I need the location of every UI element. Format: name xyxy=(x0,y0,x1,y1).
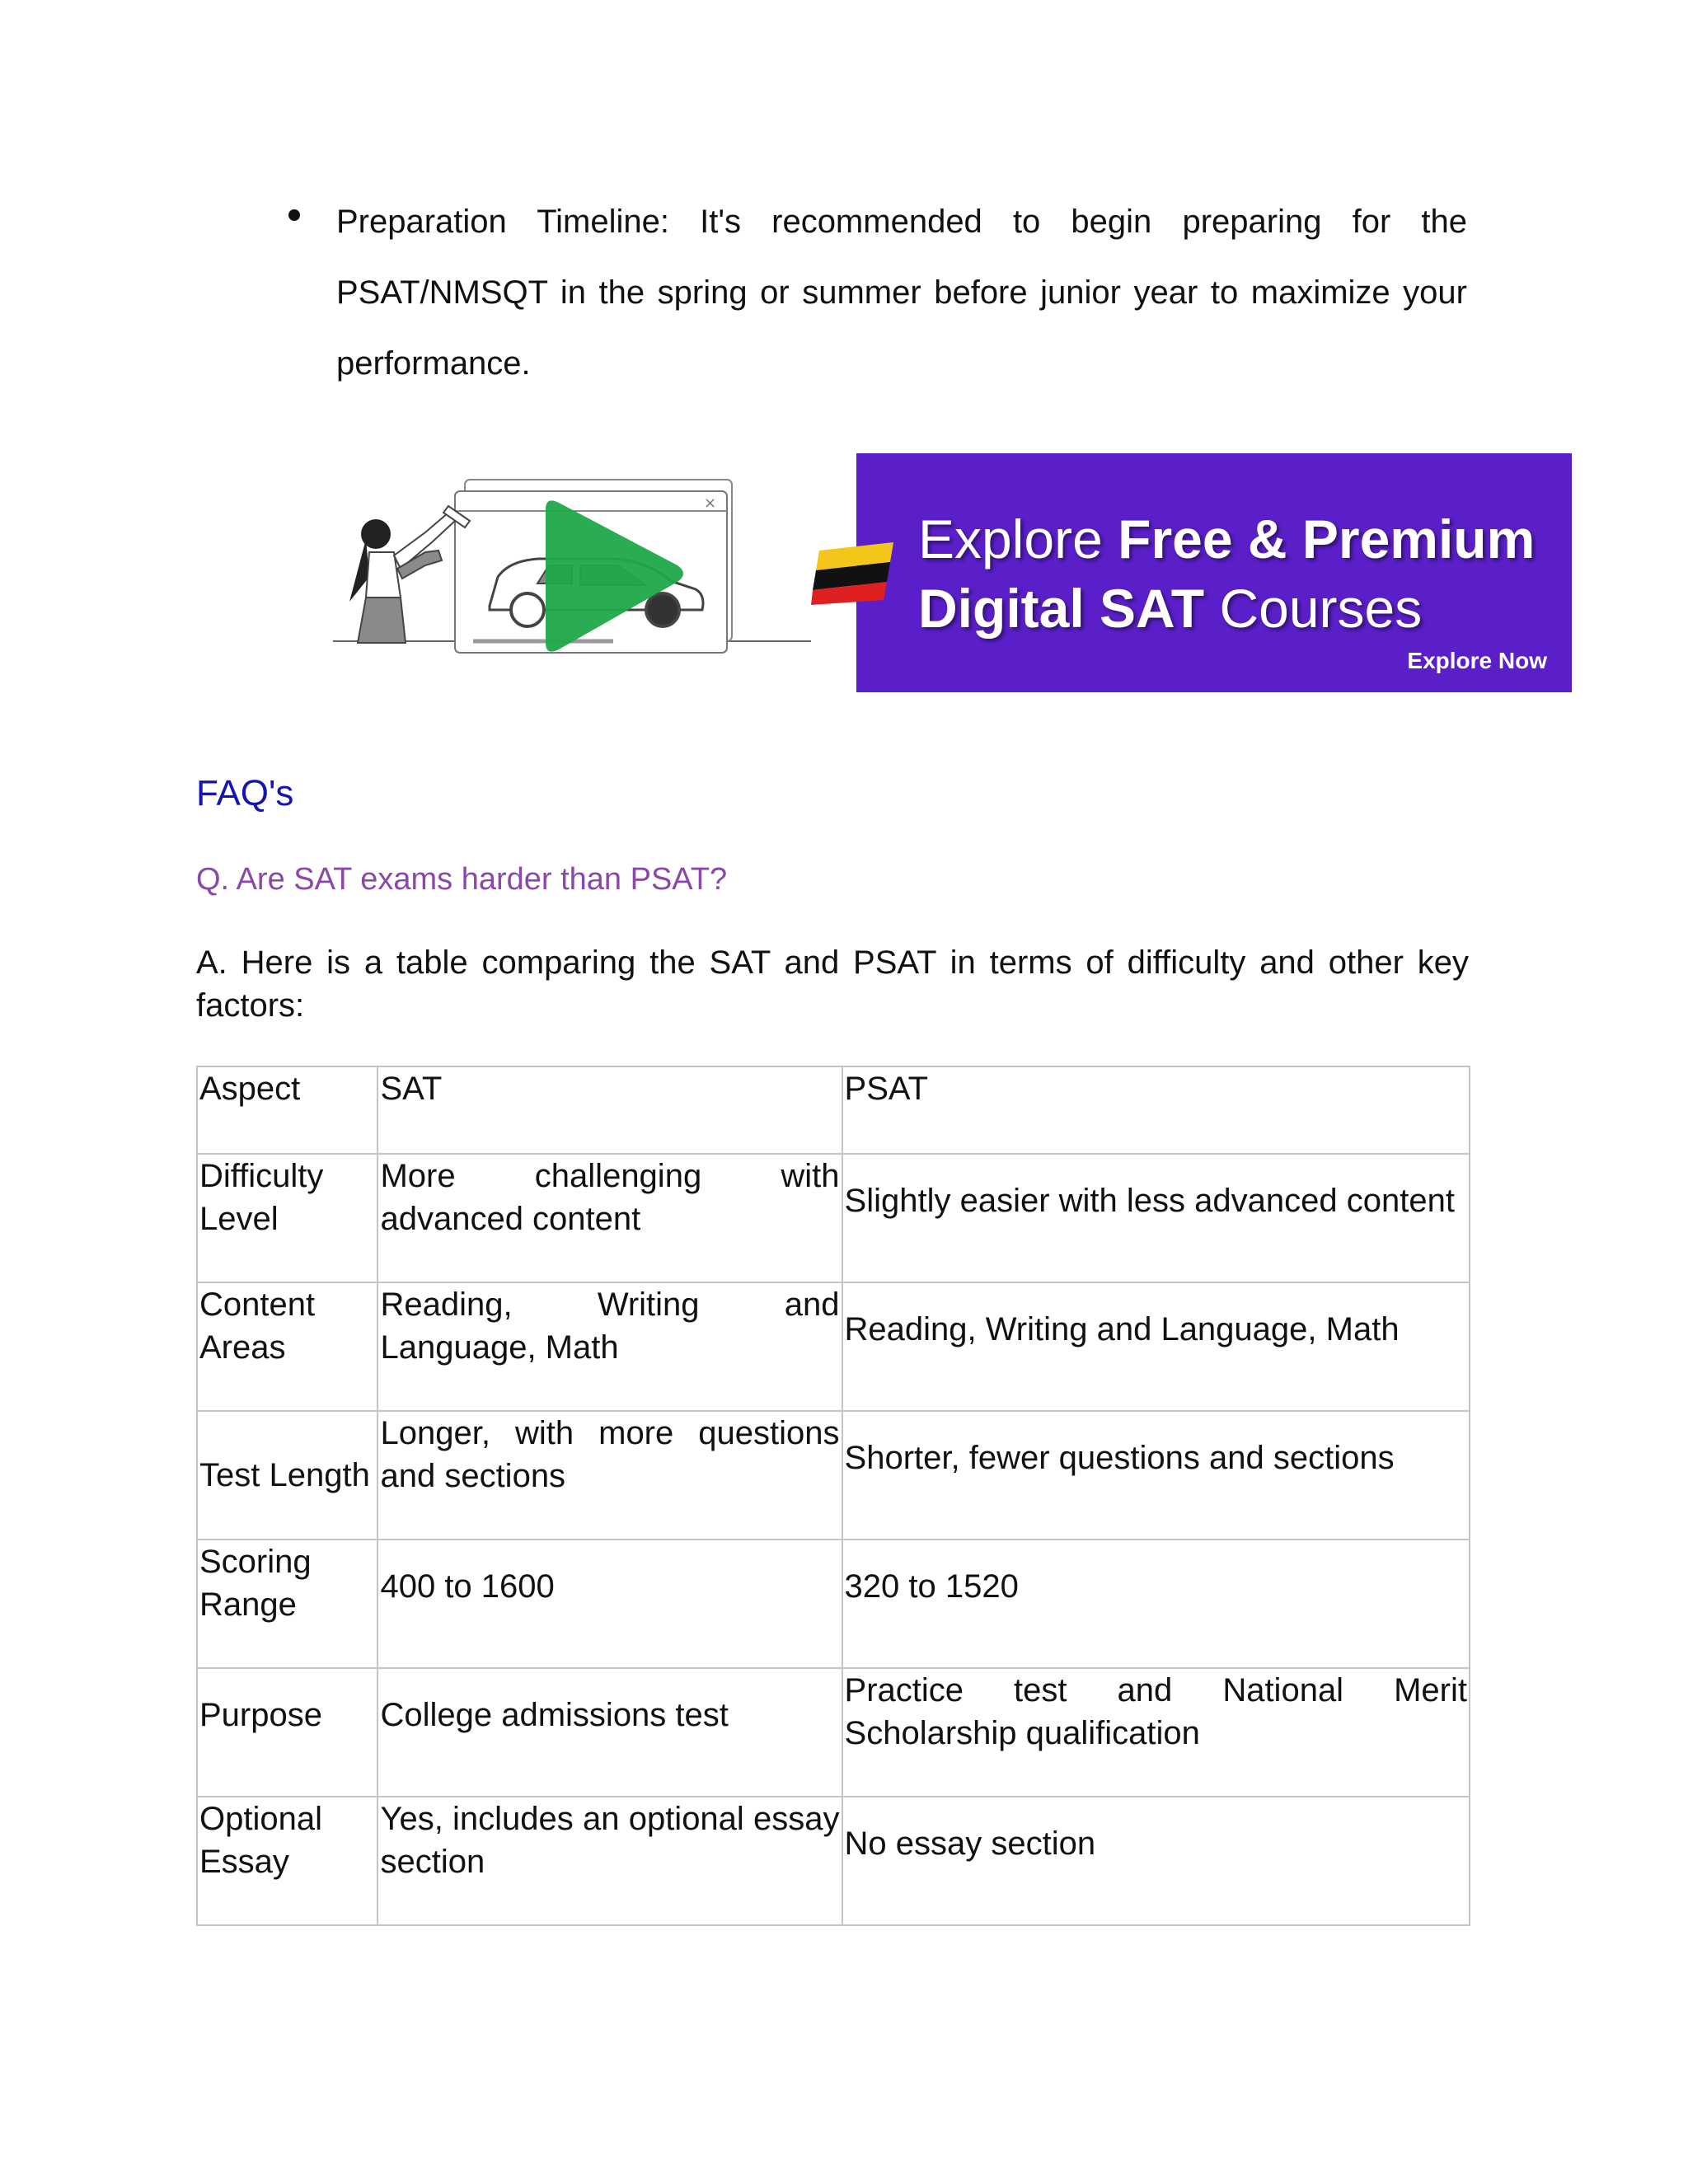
table-cell: Slightly easier with less advanced content xyxy=(842,1154,1470,1282)
faq-heading: FAQ's xyxy=(196,773,294,813)
table-cell: Difficulty Level xyxy=(197,1154,377,1282)
table-row xyxy=(197,1668,1470,1797)
flag-icon xyxy=(811,542,902,605)
table-cell: Optional Essay xyxy=(197,1797,377,1925)
table-row xyxy=(197,1411,1470,1540)
promo-banner[interactable] xyxy=(333,453,1572,694)
header-cell: PSAT xyxy=(842,1066,1470,1154)
explore-now-link[interactable]: Explore Now xyxy=(1407,648,1547,673)
bullet-text: Preparation Timeline: It's recommended to begin preparing for the PSAT/NMSQT in the spring or summer before junior year to maximize your performance. xyxy=(336,204,1467,382)
table-row xyxy=(197,1540,1470,1668)
header-cell: SAT xyxy=(377,1066,842,1154)
table-header-row xyxy=(197,1066,1470,1154)
table-cell: Yes, includes an optional essay section xyxy=(377,1797,842,1925)
table-cell: More challenging with advanced content xyxy=(377,1154,842,1282)
table-cell: 320 to 1520 xyxy=(842,1540,1470,1668)
table-cell: Reading, Writing and Language, Math xyxy=(377,1282,842,1411)
table-cell: Scoring Range xyxy=(197,1540,377,1668)
table-cell: Practice test and National Merit Scholarship qualification xyxy=(842,1668,1470,1797)
table-cell: Shorter, fewer questions and sections xyxy=(842,1411,1470,1540)
comparison-table xyxy=(196,1066,1470,1926)
svg-text:×: × xyxy=(704,494,717,512)
bullet-dot-icon xyxy=(288,209,300,221)
table-row xyxy=(197,1282,1470,1411)
video-illustration-icon xyxy=(333,453,837,694)
table-row xyxy=(197,1154,1470,1282)
ad-headline-line2: Digital SAT Courses xyxy=(918,578,1423,639)
faq-question: Q. Are SAT exams harder than PSAT? xyxy=(196,862,728,897)
table-cell: College admissions test xyxy=(377,1668,842,1797)
bullet-item-preparation-timeline xyxy=(280,186,1467,399)
table-cell: No essay section xyxy=(842,1797,1470,1925)
table-cell: Reading, Writing and Language, Math xyxy=(842,1282,1470,1411)
table-cell: Content Areas xyxy=(197,1282,377,1411)
table-cell: Longer, with more questions and sections xyxy=(377,1411,842,1540)
ad-headline-line1: Explore Free & Premium xyxy=(918,509,1536,569)
table-cell: 400 to 1600 xyxy=(377,1540,842,1668)
faq-answer: A. Here is a table comparing the SAT and PSAT in terms of difficulty and other key factors: xyxy=(196,944,1469,1024)
table-row xyxy=(197,1797,1470,1925)
header-cell: Aspect xyxy=(197,1066,377,1154)
course-ad[interactable] xyxy=(856,453,1572,692)
table-cell: Purpose xyxy=(197,1668,377,1797)
table-cell: Test Length xyxy=(197,1411,377,1540)
